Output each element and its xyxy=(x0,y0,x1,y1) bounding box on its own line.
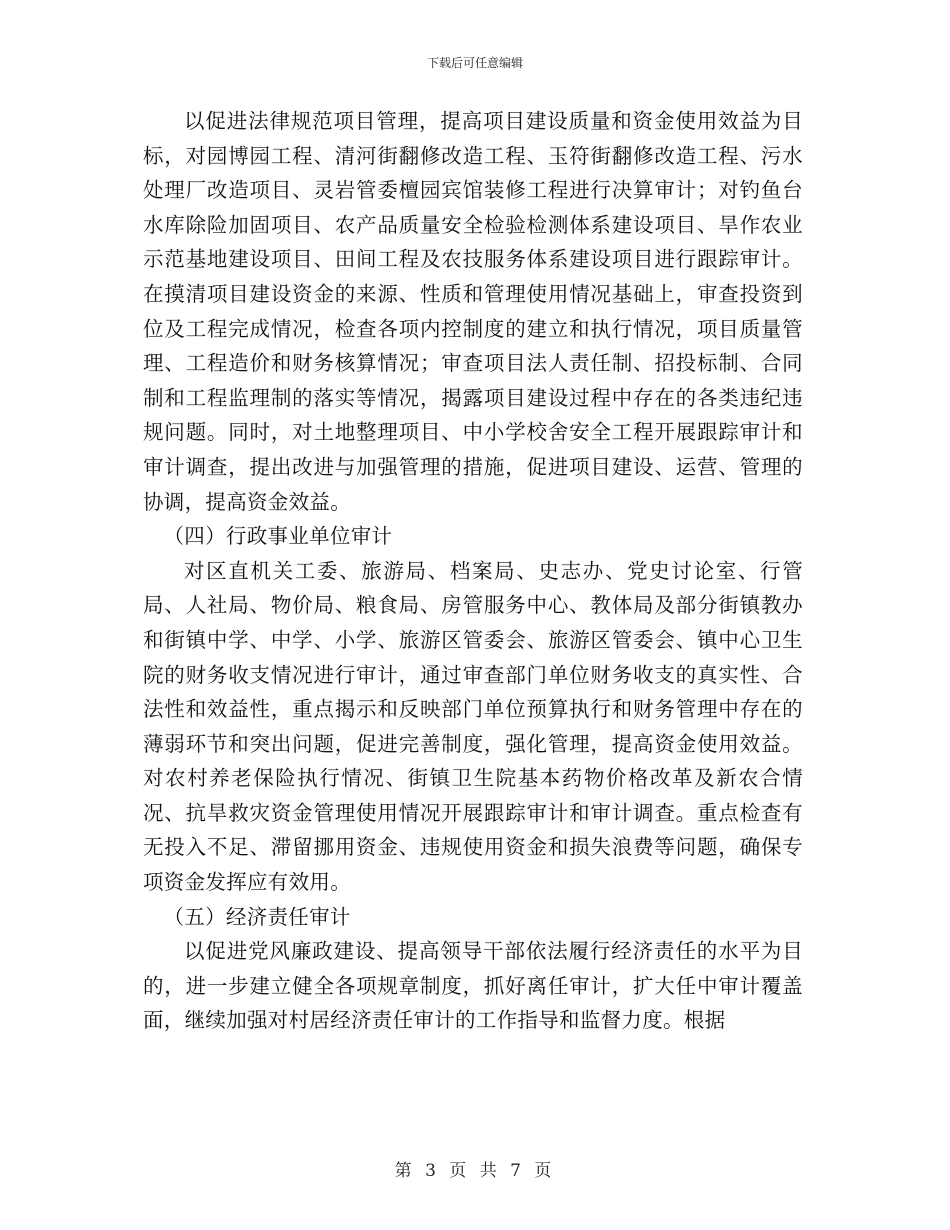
section-heading-4: （四）行政事业单位审计 xyxy=(163,524,393,549)
header-note: 下载后可任意编辑 xyxy=(426,56,523,70)
section-heading-5: （五）经济责任审计 xyxy=(163,904,351,929)
page-number-footer: 第 3 页 共 7 页 xyxy=(394,1161,556,1181)
paragraph-project-audit: 以促进法律规范项目管理，提高项目建设质量和资金使用效益为目标，对园博园工程、清河街翻修改造工程、玉符街翻修改造工程、污水处理厂改造项目、灵岩管委檀园宾馆装修工程进行决算审计；对钓鱼台水库除险加固项目、农产品质量安全检验检测体系建设项目、旱作农业示范基地建设项目、田间工程及农技服务体系建设项目进行跟踪审计。在摸清项目建设资金的来源、性质和管理使用情况基础上，审查投资到位及工程完成情况，检查各项内控制度的建立和执行情况，项目质量管理、工程造价和财务核算情况；审查项目法人责任制、招投标制、合同制和工程监理制的落实等情况，揭露项目建设过程中存在的各类违纪违规问题。同时，对土地整理项目、中小学校舍安全工程开展跟踪审计和审计调查，提出改进与加强管理的措施，促进项目建设、运营、管理的协调，提高资金效益。 xyxy=(143,109,803,514)
paragraph-economic-responsibility: 以促进党风廉政建设、提高领导干部依法履行经济责任的水平为目的，进一步建立健全各项规章制度，抓好离任审计，扩大任中审计覆盖面，继续加强对村居经济责任审计的工作指导和监督力度。根据 xyxy=(143,939,803,1033)
document-body xyxy=(143,104,803,1038)
paragraph-administrative-audit: 对区直机关工委、旅游局、档案局、史志办、党史讨论室、行管局、人社局、物价局、粮食局、房管服务中心、教体局及部分街镇教办和街镇中学、中学、小学、旅游区管委会、旅游区管委会、镇中心卫生院的财务收支情况进行审计，通过审查部门单位财务收支的真实性、合法性和效益性，重点揭示和反映部门单位预算执行和财务管理中存在的薄弱环节和突出问题，促进完善制度，强化管理，提高资金使用效益。对农村养老保险执行情况、街镇卫生院基本药物价格改革及新农合情况、抗旱救灾资金管理使用情况开展跟踪审计和审计调查。重点检查有无投入不足、滞留挪用资金、违规使用资金和损失浪费等问题，确保专项资金发挥应有效用。 xyxy=(143,558,803,895)
